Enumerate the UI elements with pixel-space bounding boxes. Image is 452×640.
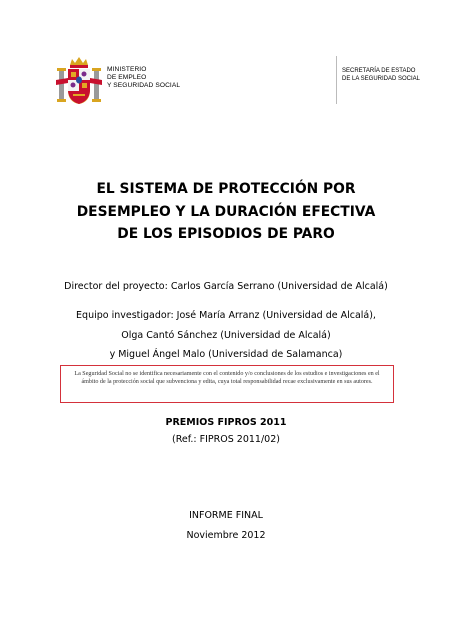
coat-of-arms-logo (56, 56, 102, 106)
title-line: EL SISTEMA DE PROTECCIÓN POR (96, 181, 356, 197)
secretaria-block (336, 56, 423, 104)
award-title: PREMIOS FIPROS 2011 (165, 417, 287, 428)
project-director: Director del proyecto: Carlos García Serrano (Universidad de Alcalá) (64, 281, 388, 292)
secretaria-line: SECRETARÍA DE ESTADO (342, 68, 416, 74)
title-line: DE LOS EPISODIOS DE PARO (117, 226, 335, 242)
team-line: Olga Cantó Sánchez (Universidad de Alcalá) (121, 329, 331, 341)
secretaria-line: DE LA SEGURIDAD SOCIAL (342, 75, 421, 82)
team-line: Equipo investigador: José María Arranz (Universidad de Alcalá), (76, 310, 376, 321)
ministry-name (107, 66, 180, 91)
research-team (0, 306, 452, 365)
ministry-line: DE EMPLEO (107, 74, 147, 82)
ministry-line: MINISTERIO (107, 66, 147, 73)
disclaimer-text: La Seguridad Social no se identifica necesariamente con el contenido y/o conclusiones de los estudios e investigaciones en el ámbito de la protección social que subvenciona y edita, cuya total responsabilidad recae exclusivamente en sus autores. (74, 371, 380, 386)
award-reference: (Ref.: FIPROS 2011/02) (172, 434, 280, 445)
disclaimer-box (60, 365, 394, 403)
title-line: DESEMPLEO Y LA DURACIÓN EFECTIVA (76, 203, 376, 220)
report-type: INFORME FINAL (189, 510, 263, 521)
ministry-line: Y SEGURIDAD SOCIAL (107, 82, 181, 90)
report-date: Noviembre 2012 (186, 530, 266, 541)
document-title (0, 178, 452, 246)
team-line: y Miguel Ángel Malo (Universidad de Salamanca) (109, 349, 343, 360)
